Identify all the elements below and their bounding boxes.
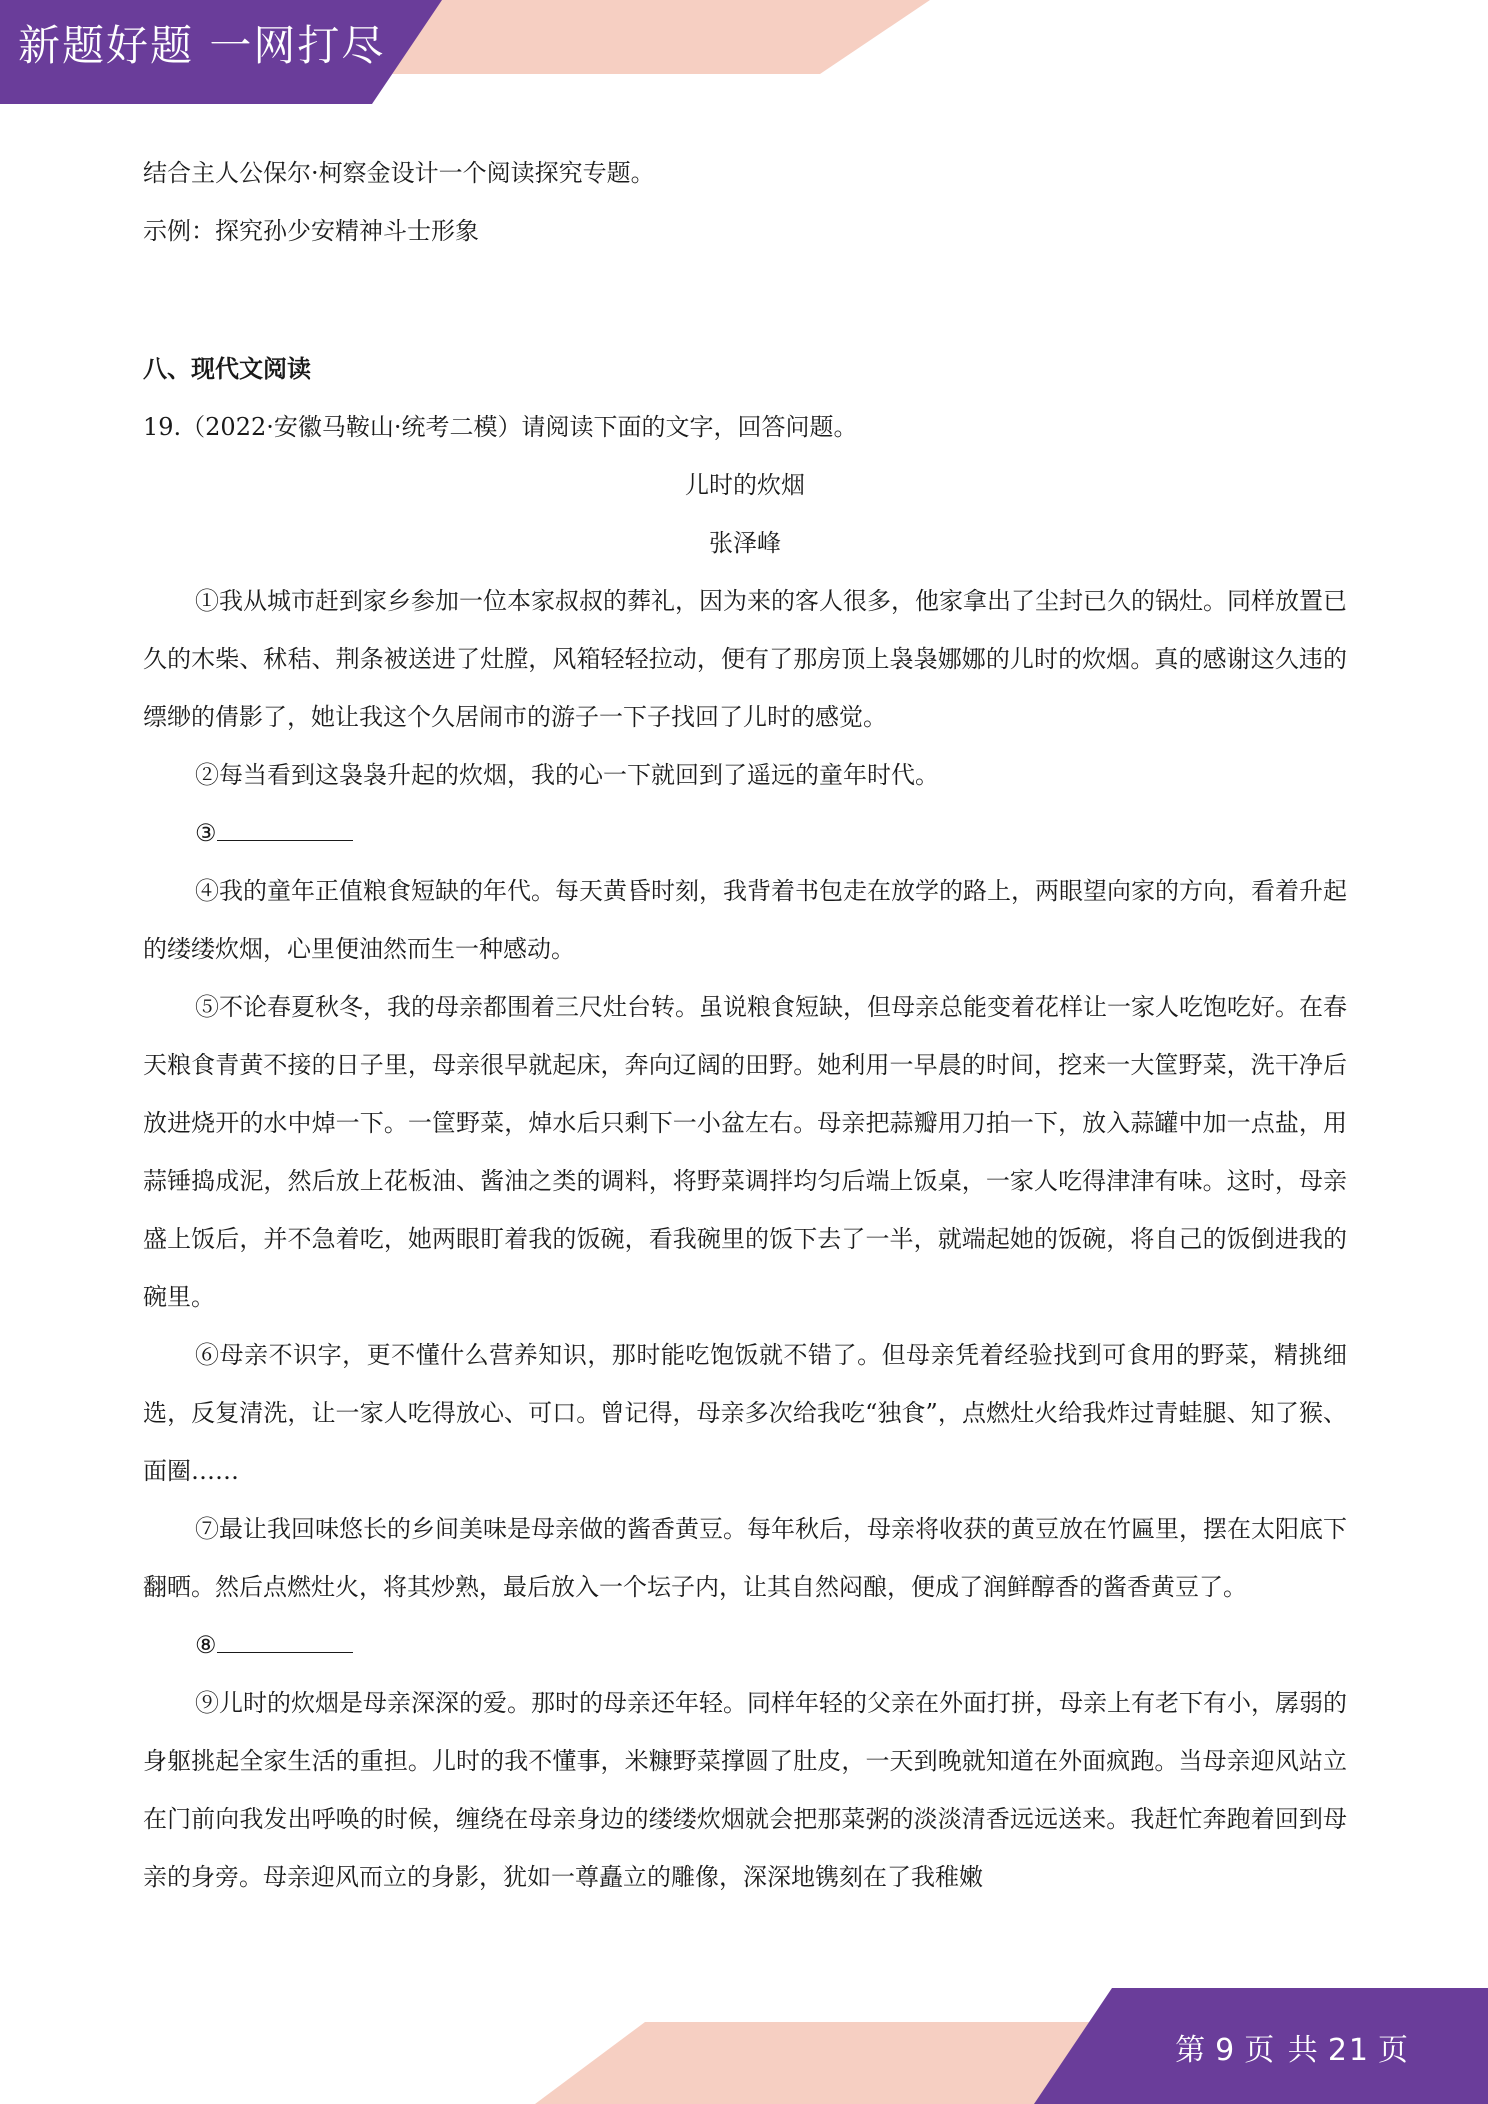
document-body [143, 144, 1347, 1906]
paragraph-9: ⑨儿时的炊烟是母亲深深的爱。那时的母亲还年轻。同样年轻的父亲在外面打拼，母亲上有老下有小，孱弱的身躯挑起全家生活的重担。儿时的我不懂事，米糠野菜撑圆了肚皮，一天到晚就知道在外面疯跑。当母亲迎风站立在门前向我发出呼唤的时候，缠绕在母亲身边的缕缕炊烟就会把那菜粥的淡淡清香远远送来。我赶忙奔跑着回到母亲的身旁。母亲迎风而立的身影，犹如一尊矗立的雕像，深深地镌刻在了我稚嫩 [143, 1689, 1347, 1891]
question-prompt: 19.（2022·安徽马鞍山·统考二模）请阅读下面的文字，回答问题。 [143, 413, 858, 441]
page-prefix: 第 [1175, 2033, 1208, 2068]
fill-in-blank-8[interactable] [217, 1630, 353, 1653]
intro-line-2: 示例：探究孙少安精神斗士形象 [143, 217, 479, 245]
paragraph-6: ⑥母亲不识字，更不懂什么营养知识，那时能吃饱饭就不错了。但母亲凭着经验找到可食用的野菜，精挑细选，反复清洗，让一家人吃得放心、可口。曾记得，母亲多次给我吃“独食”，点燃灶火给我炸过青蛙腿、知了猴、面圈…… [143, 1341, 1347, 1485]
paragraph-8-marker: ⑧ [195, 1631, 217, 1659]
page-middle: 页 共 [1244, 2033, 1320, 2068]
page-suffix: 页 [1378, 2033, 1410, 2068]
page-total: 21 [1327, 2033, 1370, 2068]
article-title: 儿时的炊烟 [685, 471, 805, 499]
intro-line-1: 结合主人公保尔·柯察金设计一个阅读探究专题。 [143, 159, 655, 187]
paragraph-8-blank [143, 1616, 1347, 1674]
page-current: 9 [1215, 2033, 1237, 2068]
paragraph-2: ②每当看到这袅袅升起的炊烟，我的心一下就回到了遥远的童年时代。 [195, 761, 939, 789]
paragraph-4: ④我的童年正值粮食短缺的年代。每天黄昏时刻，我背着书包走在放学的路上，两眼望向家的方向，看着升起的缕缕炊烟，心里便油然而生一种感动。 [143, 877, 1347, 963]
paragraph-1: ①我从城市赶到家乡参加一位本家叔叔的葬礼，因为来的客人很多，他家拿出了尘封已久的锅灶。同样放置已久的木柴、秫秸、荆条被送进了灶膛，风箱轻轻拉动，便有了那房顶上袅袅娜娜的儿时的炊烟。真的感谢这久违的缥缈的倩影了，她让我这个久居闹市的游子一下子找回了儿时的感觉。 [143, 587, 1347, 731]
fill-in-blank-3[interactable] [217, 818, 353, 841]
paragraph-5: ⑤不论春夏秋冬，我的母亲都围着三尺灶台转。虽说粮食短缺，但母亲总能变着花样让一家人吃饱吃好。在春天粮食青黄不接的日子里，母亲很早就起床，奔向辽阔的田野。她利用一早晨的时间，挖来一大筐野菜，洗干净后放进烧开的水中焯一下。一筐野菜，焯水后只剩下一小盆左右。母亲把蒜瓣用刀拍一下，放入蒜罐中加一点盐，用蒜锤捣成泥，然后放上花板油、酱油之类的调料，将野菜调拌均匀后端上饭桌，一家人吃得津津有味。这时，母亲盛上饭后，并不急着吃，她两眼盯着我的饭碗，看我碗里的饭下去了一半，就端起她的饭碗，将自己的饭倒进我的碗里。 [143, 993, 1347, 1311]
header-title: 新题好题 一网打尽 [18, 21, 386, 70]
section-heading: 八、现代文阅读 [143, 355, 311, 383]
article-author: 张泽峰 [709, 529, 781, 557]
paragraph-7: ⑦最让我回味悠长的乡间美味是母亲做的酱香黄豆。每年秋后，母亲将收获的黄豆放在竹匾里，摆在太阳底下翻晒。然后点燃灶火，将其炒熟，最后放入一个坛子内，让其自然闷酿，便成了润鲜醇香的酱香黄豆了。 [143, 1515, 1347, 1601]
paragraph-3-marker: ③ [195, 819, 217, 847]
paragraph-3-blank [143, 804, 1347, 862]
page-number [1171, 2025, 1414, 2069]
